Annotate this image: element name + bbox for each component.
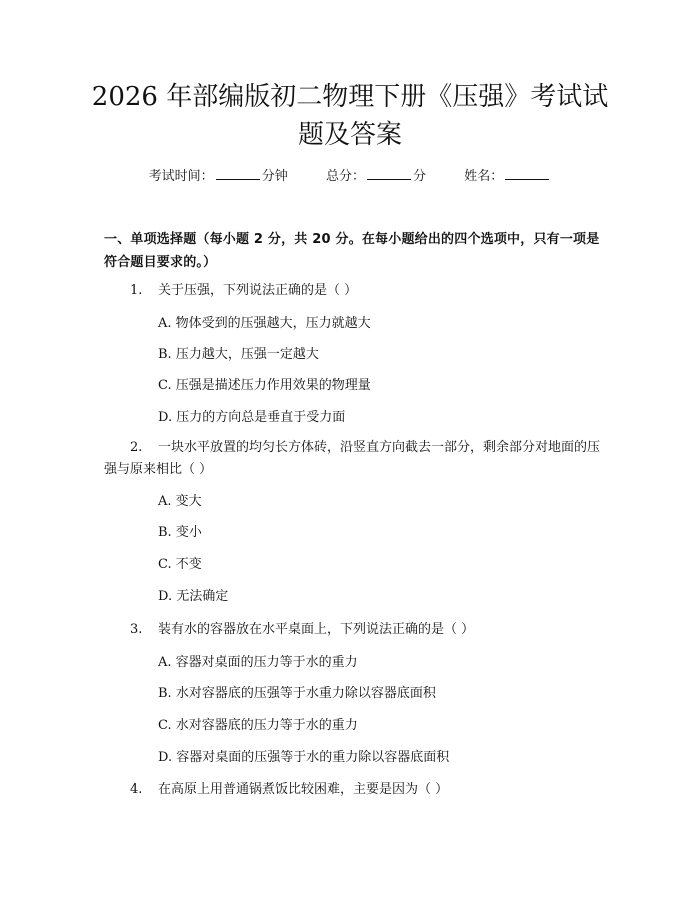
exam-meta [0,167,700,187]
time-blank [216,167,260,180]
option-b: B. 变小 [158,525,202,540]
option-a: A. 物体受到的压强越大，压力就越大 [158,316,371,331]
question-number: 1. [130,283,143,298]
question-number: 3. [130,622,143,637]
question-number: 2. [130,440,143,455]
name-blank [505,167,549,180]
score-blank [367,167,411,180]
question-stem: 关于压强，下列说法正确的是（ ） [158,283,358,298]
question-number: 4. [130,782,143,797]
score-label: 总分： [325,169,365,184]
question-stem: 在高原上用普通锅煮饭比较困难，主要是因为（ ） [158,782,449,797]
option-d: D. 无法确定 [158,589,229,604]
option-d: D. 压力的方向总是垂直于受力面 [158,410,346,425]
name-label: 姓名： [464,169,504,184]
option-b: B. 水对容器底的压强等于水重力除以容器底面积 [158,686,436,701]
option-c: C. 不变 [158,557,202,572]
page-title: 2026 年部编版初二物理下册《压强》考试试题及答案 [91,82,609,150]
question-stem: 装有水的容器放在水平桌面上，下列说法正确的是（ ） [158,622,475,637]
question-block [104,437,602,481]
option-c: C. 压强是描述压力作用效果的物理量 [158,378,371,393]
option-a: A. 容器对桌面的压力等于水的重力 [158,655,358,670]
question-stem: 一块水平放置的均匀长方体砖，沿竖直方向截去一部分，剩余部分对地面的压强与原来相比（ ） [104,440,601,477]
section-heading: 一、单项选择题（每小题 2 分，共 20 分。在每小题给出的四个选项中，只有一项是符合题目要求的。） [104,232,600,270]
option-b: B. 压力越大，压强一定越大 [158,347,319,362]
score-unit: 分 [413,169,427,184]
option-d: D. 容器对桌面的压强等于水的重力除以容器底面积 [158,750,450,765]
option-a: A. 变大 [158,494,202,509]
time-label: 考试时间： [148,169,214,184]
time-unit: 分钟 [261,169,288,184]
option-c: C. 水对容器底的压力等于水的重力 [158,718,358,733]
